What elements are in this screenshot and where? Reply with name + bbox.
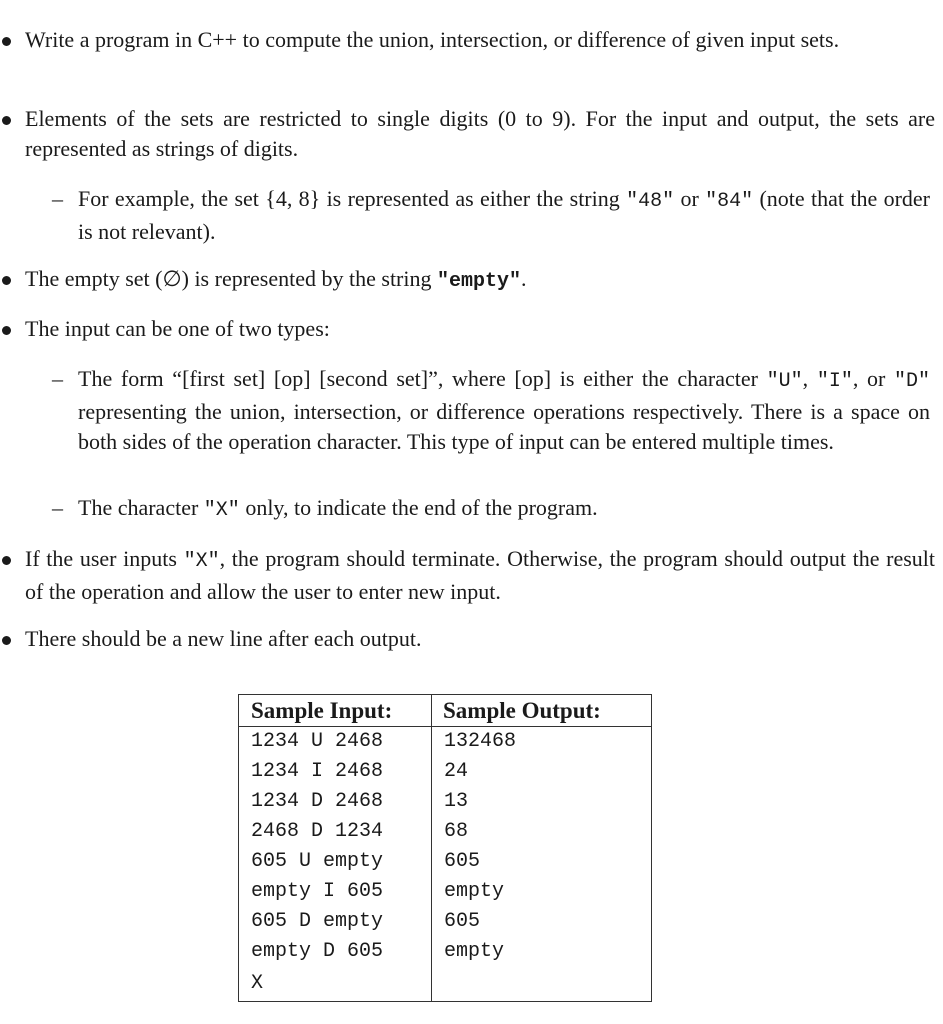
sub-bullet-text <box>78 184 930 247</box>
code-span: "48" <box>626 190 675 213</box>
sample-output-cell: empty <box>444 880 505 903</box>
sample-output-cell: 24 <box>444 760 469 783</box>
dash-marker: – <box>52 186 63 211</box>
bullet-program-task <box>0 25 935 55</box>
text-span: If the user inputs <box>25 546 184 571</box>
header-sample-input: Sample Input: <box>239 695 432 727</box>
sample-output-cell: 132468 <box>444 730 517 753</box>
sample-input-cell: 1234 I 2468 <box>239 757 432 787</box>
table-row <box>239 877 652 907</box>
sub-bullet-text <box>78 493 930 526</box>
sample-input-cell: 1234 D 2468 <box>239 787 432 817</box>
sample-output-cell <box>432 967 652 1002</box>
sample-input-cell: 2468 D 1234 <box>239 817 432 847</box>
bullet-dot-icon <box>2 556 11 565</box>
table-row <box>239 727 652 758</box>
bullet-dot-icon <box>2 326 11 335</box>
bullet-elements-restriction <box>0 104 935 164</box>
sub-bullet-example <box>52 184 930 247</box>
text-span: or <box>674 186 706 211</box>
table-row <box>239 907 652 937</box>
code-span: "84" <box>705 190 754 213</box>
table-row <box>239 937 652 967</box>
bullet-dot-icon <box>2 636 11 645</box>
bullet-dot-icon <box>2 116 11 125</box>
sample-output-cell: 605 <box>444 910 481 933</box>
bullet-empty-set <box>0 264 935 297</box>
text-span: representing the union, intersection, or difference operations respectively. There is a space on both sides of the operation character. This type of input can be entered multiple times. <box>78 399 930 454</box>
sample-input-cell: empty D 605 <box>239 937 432 967</box>
text-span: . <box>521 266 527 291</box>
text-span: For example, the set {4, 8} is represented as either the string <box>78 186 627 211</box>
code-span: "X" <box>203 499 240 522</box>
code-span: "X" <box>183 550 220 573</box>
table-row <box>239 967 652 1002</box>
bullet-text <box>25 264 935 297</box>
code-span: "U" <box>766 370 803 393</box>
sample-input-cell: 605 U empty <box>239 847 432 877</box>
bullet-text: Write a program in C++ to compute the union, intersection, or difference of given input sets. <box>25 27 840 52</box>
sample-output-cell: 68 <box>444 820 469 843</box>
sample-output-cell: 13 <box>444 790 469 813</box>
table-row <box>239 787 652 817</box>
code-span: "D" <box>893 370 930 393</box>
sample-output-cell: 605 <box>444 850 481 873</box>
sub-bullet-terminate-char <box>52 493 930 526</box>
text-span: The form “[first set] [op] [second set]”, where [op] is either the character <box>78 366 767 391</box>
sample-input-cell: X <box>239 967 432 1002</box>
table-row <box>239 757 652 787</box>
table-row <box>239 847 652 877</box>
dash-marker: – <box>52 495 63 520</box>
sample-input-cell: 1234 U 2468 <box>239 727 432 758</box>
code-span: "empty" <box>437 270 522 293</box>
table-row <box>239 817 652 847</box>
sub-bullet-text <box>78 364 930 457</box>
text-span: The empty set (∅) is represented by the string <box>25 266 437 291</box>
header-sample-output: Sample Output: <box>432 695 652 727</box>
bullet-newline <box>0 624 935 654</box>
sample-io-table <box>238 694 652 1002</box>
text-span: (note that the order is not relevant). <box>78 186 930 244</box>
code-span: "I" <box>816 370 853 393</box>
bullet-text: The input can be one of two types: <box>25 316 330 341</box>
text-span: , or <box>852 366 894 391</box>
text-span: , <box>802 366 817 391</box>
bullet-text: Elements of the sets are restricted to single digits (0 to 9). For the input and output, the sets are represented as strings of digits. <box>25 106 935 161</box>
bullet-dot-icon <box>2 37 11 46</box>
dash-marker: – <box>52 366 63 391</box>
bullet-dot-icon <box>2 276 11 285</box>
bullet-program-flow <box>0 544 935 607</box>
text-span: The character <box>78 495 204 520</box>
sample-output-cell: empty <box>444 940 505 963</box>
text-span: only, to indicate the end of the program. <box>239 495 598 520</box>
sample-input-cell: 605 D empty <box>239 907 432 937</box>
table-header-row <box>239 695 652 727</box>
bullet-text: There should be a new line after each output. <box>25 626 422 651</box>
sample-input-cell: empty I 605 <box>239 877 432 907</box>
sub-bullet-form <box>52 364 930 457</box>
text-span: , the program should terminate. Otherwise, the program should output the result of the operation and allow the user to enter new input. <box>25 546 936 604</box>
bullet-input-types <box>0 314 935 344</box>
bullet-text <box>25 544 935 607</box>
